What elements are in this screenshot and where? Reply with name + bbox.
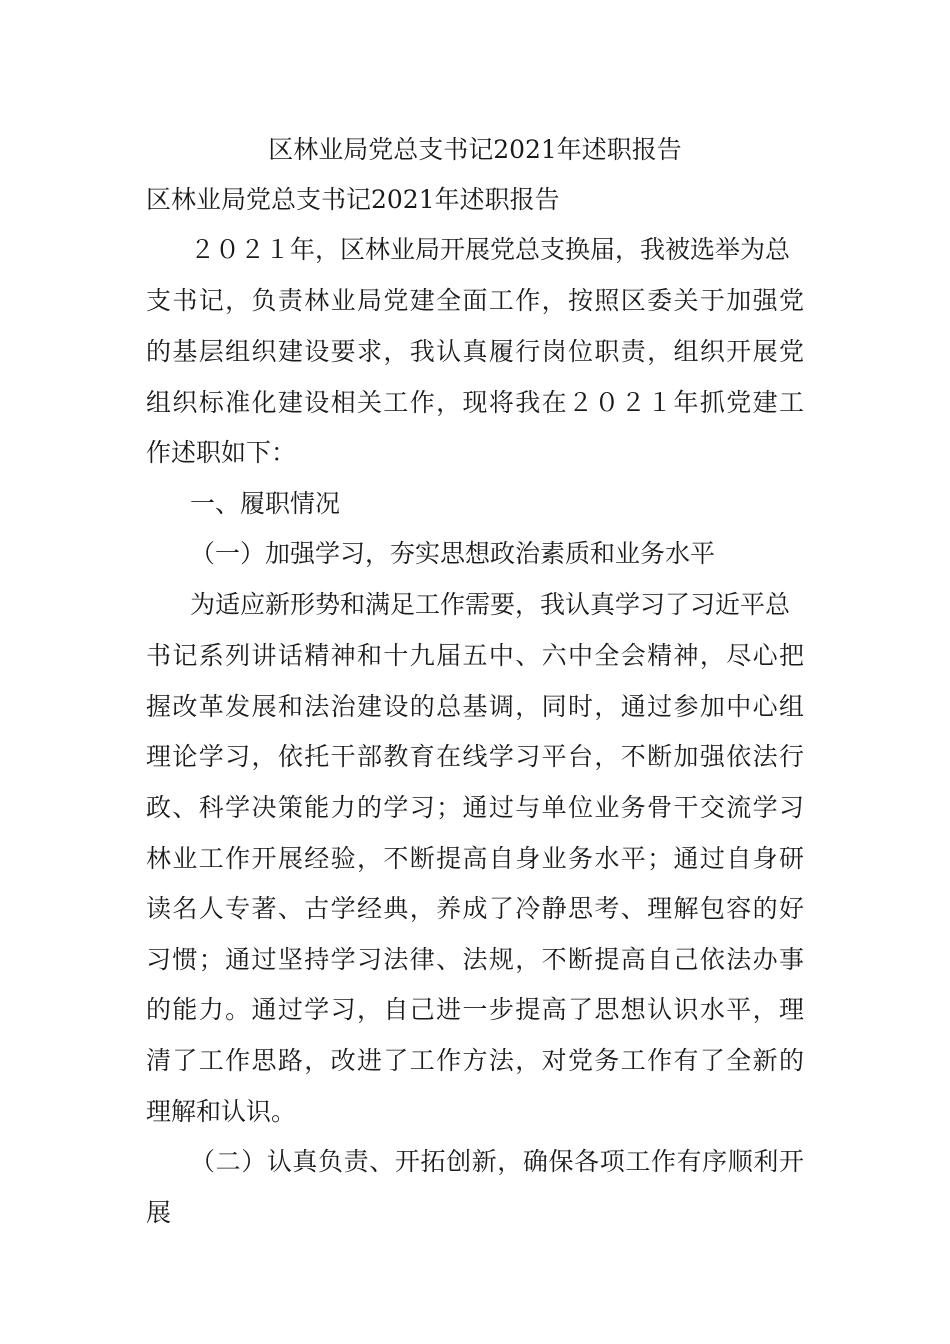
paragraph-1-line-5: 作述职如下： (146, 438, 297, 467)
paragraph-2-line-3: 握改革发展和法治建设的总基调，同时，通过参加中心组 (146, 692, 804, 721)
section-heading-1: 一、履职情况 (190, 489, 341, 518)
paragraph-2-line-8: 习惯；通过坚持学习法律、法规，不断提高自己依法办事 (146, 945, 804, 974)
document-title: 区林业局党总支书记2021年述职报告 (268, 135, 682, 164)
paragraph-2-line-2: 书记系列讲话精神和十九届五中、六中全会精神，尽心把 (146, 641, 804, 670)
subsection-heading-2-line-1: （二）认真负责、开拓创新，确保各项工作有序顺利开 (190, 1147, 804, 1176)
paragraph-1-line-3: 的基层组织建设要求，我认真履行岗位职责，组织开展党 (146, 337, 804, 366)
subsection-heading-2-line-2: 展 (146, 1198, 172, 1227)
subsection-heading-1: （一）加强学习，夯实思想政治素质和业务水平 (190, 539, 716, 568)
paragraph-2-line-5: 政、科学决策能力的学习；通过与单位业务骨干交流学习 (146, 793, 804, 822)
paragraph-1-line-1: ２０２１年，区林业局开展党总支换届，我被选举为总 (190, 235, 791, 264)
paragraph-2-line-9: 的能力。通过学习，自己进一步提高了思想认识水平，理 (146, 995, 804, 1024)
paragraph-2-line-11: 理解和认识。 (146, 1097, 297, 1126)
paragraph-1-line-4: 组织标准化建设相关工作，现将我在２０２１年抓党建工 (146, 388, 804, 417)
paragraph-2-line-6: 林业工作开展经验，不断提高自身业务水平；通过自身研 (146, 844, 804, 873)
paragraph-2-line-1: 为适应新形势和满足工作需要，我认真学习了习近平总 (190, 590, 791, 619)
paragraph-1-line-2: 支书记，负责林业局党建全面工作，按照区委关于加强党 (146, 286, 804, 315)
document-subtitle: 区林业局党总支书记2021年述职报告 (146, 185, 560, 214)
paragraph-2-line-10: 清了工作思路，改进了工作方法，对党务工作有了全新的 (146, 1046, 804, 1075)
paragraph-2-line-4: 理论学习，依托干部教育在线学习平台，不断加强依法行 (146, 742, 804, 771)
paragraph-2-line-7: 读名人专著、古学经典，养成了冷静思考、理解包容的好 (146, 894, 804, 923)
